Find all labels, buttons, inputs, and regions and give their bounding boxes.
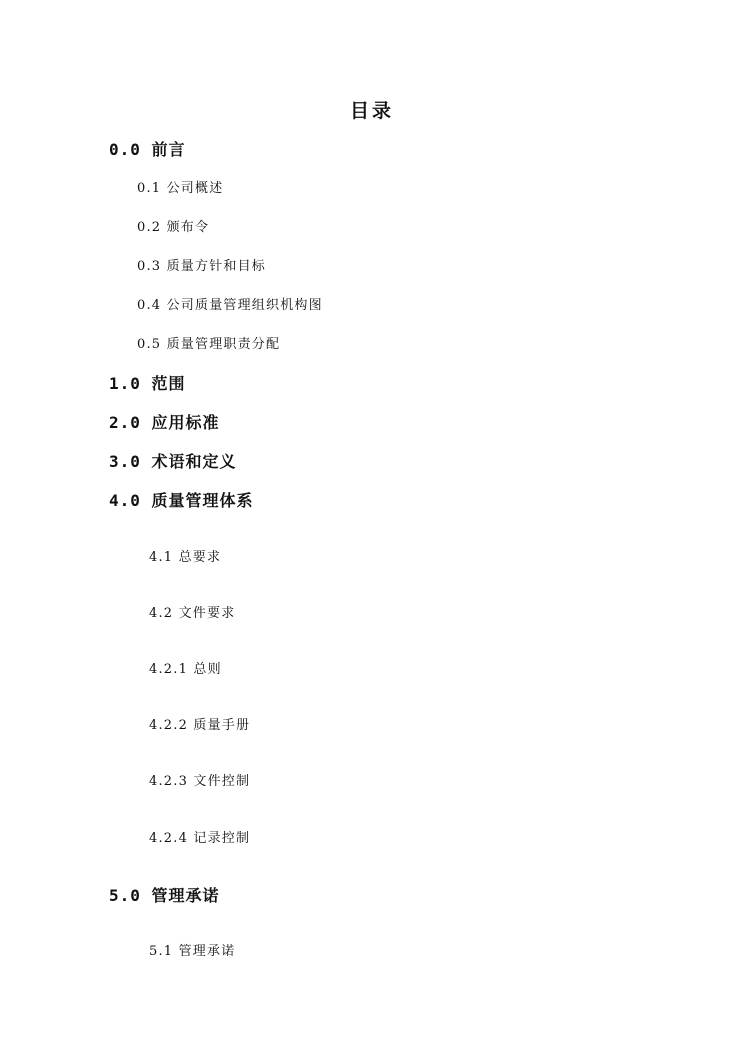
toc-entry-0-5: 0.5 质量管理职责分配 bbox=[137, 337, 281, 352]
toc-entry-4-2-1: 4.2.1 总则 bbox=[149, 662, 222, 677]
toc-entry-0-2: 0.2 颁布令 bbox=[137, 220, 210, 235]
toc-entry-5-0: 5.0 管理承诺 bbox=[109, 886, 220, 905]
toc-entry-0-1: 0.1 公司概述 bbox=[137, 181, 224, 196]
toc-entry-1-0: 1.0 范围 bbox=[109, 374, 186, 393]
toc-entry-3-0: 3.0 术语和定义 bbox=[109, 452, 237, 471]
toc-entry-4-0: 4.0 质量管理体系 bbox=[109, 491, 254, 510]
toc-entry-0-0: 0.0 前言 bbox=[109, 140, 186, 159]
toc-entry-5-1: 5.1 管理承诺 bbox=[149, 944, 236, 959]
toc-entry-0-3: 0.3 质量方针和目标 bbox=[137, 259, 267, 274]
toc-entry-4-2-3: 4.2.3 文件控制 bbox=[149, 774, 251, 789]
toc-title: 目录 bbox=[349, 100, 394, 122]
toc-entry-4-1: 4.1 总要求 bbox=[149, 550, 222, 565]
toc-entry-2-0: 2.0 应用标准 bbox=[109, 413, 220, 432]
toc-entry-4-2-4: 4.2.4 记录控制 bbox=[149, 831, 251, 846]
toc-entry-4-2: 4.2 文件要求 bbox=[149, 606, 236, 621]
toc-entry-4-2-2: 4.2.2 质量手册 bbox=[149, 718, 251, 733]
toc-entry-0-4: 0.4 公司质量管理组织机构图 bbox=[137, 298, 323, 313]
